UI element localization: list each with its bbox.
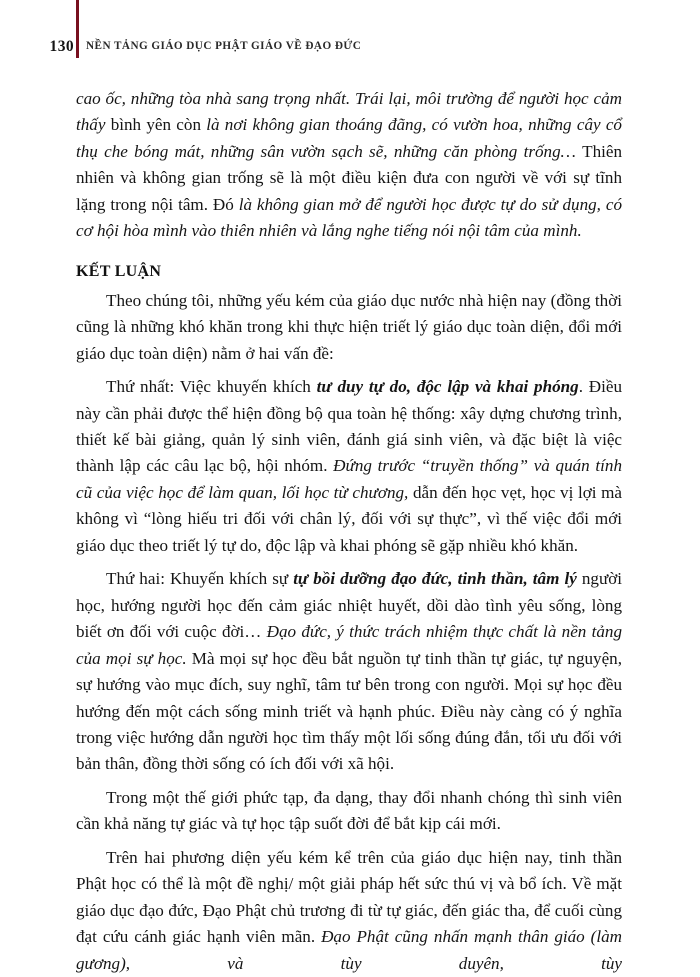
- para3-run4: Đứng trước “truyền thống” và quán tính cũ của việc học để làm quan, lối học từ chương,: [76, 456, 623, 502]
- body-text-block: [76, 86, 622, 977]
- para1-run5: là không gian mở để người học được tự do sử dụng, có cơ hội hòa mình vào thiên nhiên và lắng nghe tiếng nói nội tâm của mình.: [76, 194, 622, 241]
- para1-run1: cao ốc, những tòa nhà sang trọng nhất. Trái lại, môi trường để người học cảm thấy: [76, 89, 622, 135]
- paragraph-conclusion-intro: Theo chúng tôi, những yếu kém của giáo dục nước nhà hiện nay (đồng thời cũng là những khó khăn trong khi thực hiện triết lý giáo dục toàn diện, đổi mới giáo dục toàn diện) nằm ở hai vấn đề:: [76, 290, 622, 363]
- running-head: [0, 0, 700, 70]
- para4-emphasis-self-cultivation: tự bồi dưỡng đạo đức, tinh thần, tâm lý: [293, 569, 577, 589]
- para4-run3: người học, hướng người học đến cảm giác nhiệt huyết, dồi dào tình yêu sống, lòng biết ơn đối với cuộc đời…: [76, 569, 622, 642]
- para4-run1: Thứ hai: Khuyến khích sự: [106, 569, 294, 589]
- para3-run3: . Điều này cần phải được thể hiện đồng bộ qua toàn hệ thống: xây dựng chương trình, thiết kế bài giảng, quản lý sinh viên, đánh giá sinh viên, và đặc biệt là việc thành lập các câu lạc bộ, hội nhóm.: [76, 377, 623, 476]
- para6-run2: Đạo Phật cũng nhấn mạnh thân giáo (làm gương), và tùy duyên, tùy: [76, 927, 623, 973]
- para3-run1: Thứ nhất: Việc khuyến khích: [106, 377, 317, 397]
- paragraph-buddhist-solution: [76, 845, 622, 977]
- paragraph-continuation: [76, 86, 622, 245]
- para4-run5: Mà mọi sự học đều bắt nguồn tự tinh thần tự giác, tự nguyện, sự hướng vào mục đích, suy nghĩ, tâm tư bên trong con người. Mọi sự học đều hướng đến một cách sống minh triết và hạnh phúc. Điều này càng có ý nghĩa trong việc hướng dẫn người học tìm thấy một lối sống đúng đắn, tối ưu đối với bản thân, đồng thời sống có ích đối với xã hội.: [76, 648, 622, 774]
- header-accent-rule: [76, 0, 79, 58]
- para1-run2: bình yên còn: [110, 115, 207, 135]
- paragraph-complex-world: Trong một thế giới phức tạp, đa dạng, thay đổi nhanh chóng thì sinh viên cần khả năng tự giác và tự học tập suốt đời để bắt kịp cái mới.: [76, 787, 622, 834]
- para4-run4: Đạo đức, ý thức trách nhiệm thực chất là nền tảng của mọi sự học.: [76, 622, 622, 668]
- para6-run1: Trên hai phương diện yếu kém kể trên của giáo dục hiện nay, tinh thần Phật học có thể là một đề nghị/ một giải pháp hết sức thú vị và bổ ích. Về mặt giáo dục đạo đức, Đạo Phật chủ trương đi từ tự giác, đến giác tha, để cuối cùng đạt cứu cánh giác hạnh viên mãn.: [76, 847, 622, 947]
- page-number: 130: [49, 38, 74, 55]
- section-heading-conclusion: KẾT LUẬN: [76, 262, 162, 280]
- para1-run4: Thiên nhiên và không gian trống sẽ là một điều kiện đưa con người về với sự tĩnh lặng trong nội tâm. Đó: [76, 141, 622, 214]
- running-head-title: NỀN TẢNG GIÁO DỤC PHẬT GIÁO VỀ ĐẠO ĐỨC: [86, 40, 362, 52]
- paragraph-point-two: [76, 566, 622, 778]
- para1-run3: là nơi không gian thoáng đãng, có vườn hoa, những cây cổ thụ che bóng mát, những sân vườn sạch sẽ, những căn phòng trống…: [76, 115, 622, 161]
- paragraph-point-one: [76, 374, 622, 559]
- para3-emphasis-free-thinking: tư duy tự do, độc lập và khai phóng: [316, 377, 579, 397]
- para3-run5: dẫn đến học vẹt, học vị lợi mà không vì “lòng hiếu tri đối với chân lý, đối với sự thực”, vì thế việc đổi mới giáo dục theo triết lý tự do, độc lập và khai phóng sẽ gặp nhiều khó khăn.: [76, 482, 623, 555]
